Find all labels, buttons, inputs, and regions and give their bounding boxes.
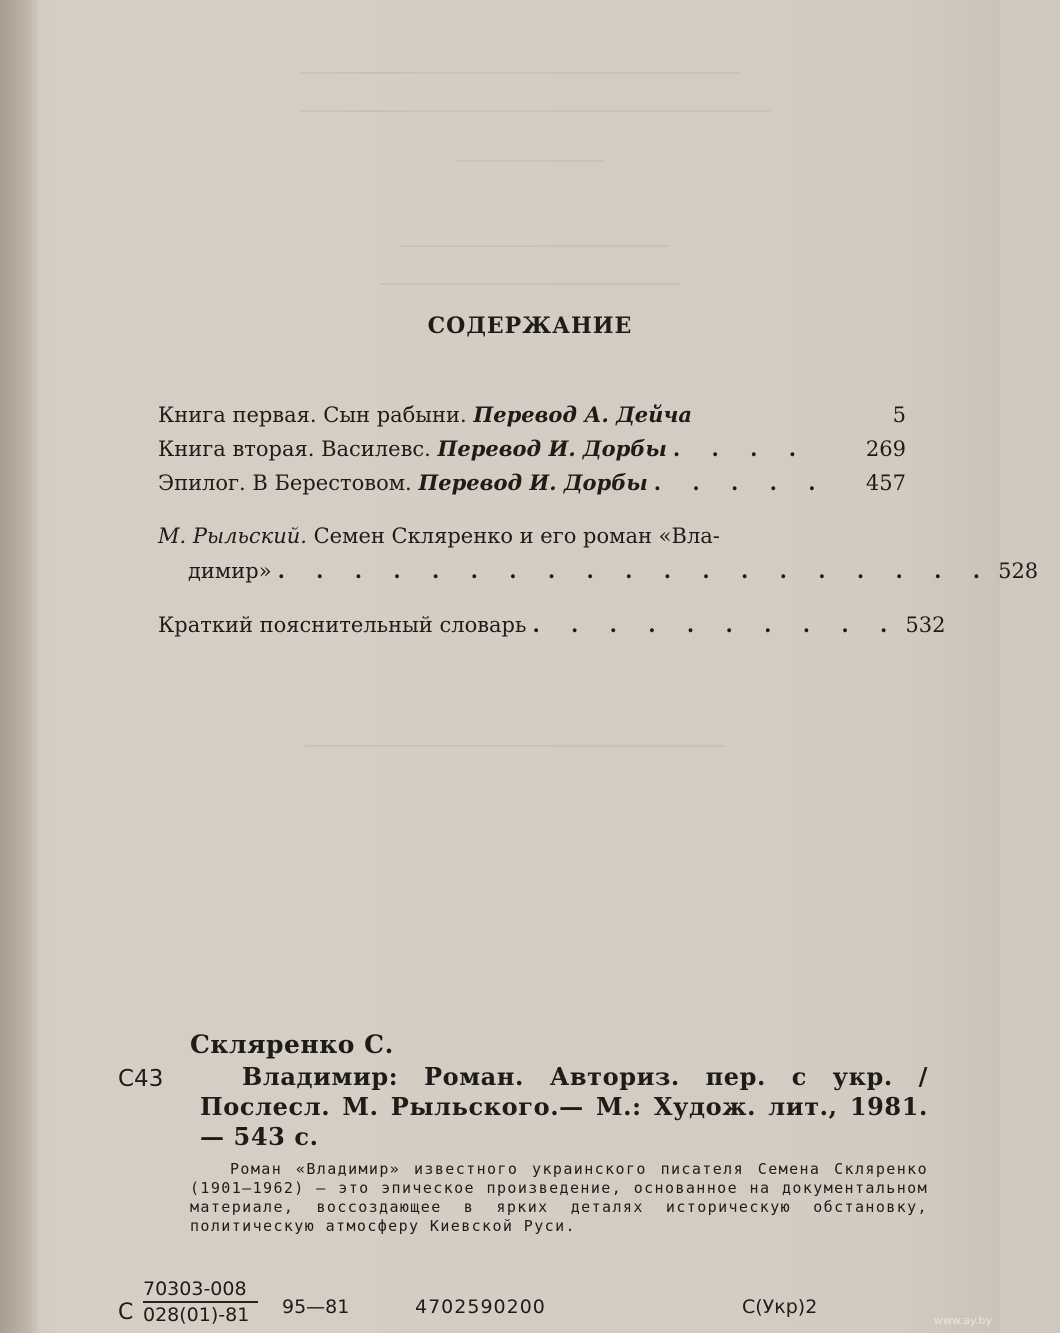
toc-page-number: 5 (892, 403, 906, 427)
toc-title: СОДЕРЖАНИЕ (427, 313, 633, 339)
toc-entry-text: Книга первая. Сын рабыни. (158, 403, 467, 427)
catalog-bbk: С(Укр)2 (742, 1296, 818, 1318)
catalog-year-code: 95—81 (282, 1296, 350, 1318)
toc-page-number: 269 (865, 437, 906, 461)
toc-entry-translator: Перевод И. Дорбы (418, 470, 648, 495)
catalog-description (200, 1062, 928, 1152)
toc-leader-dots: . . . . . (653, 470, 828, 495)
toc-leader-dots: . . . . . . . . . . . . . . . . . . . (277, 558, 993, 583)
toc-page-number: 457 (865, 471, 906, 495)
catalog-bottom-row (0, 1270, 1000, 1330)
catalog-fraction-numerator: 70303-008 (143, 1278, 258, 1303)
toc-page-number: 528 (998, 559, 1039, 583)
toc-afterword-title: Семен Скляренко и его роман «Вла- (313, 524, 720, 548)
toc-entry-text: Книга вторая. Василевс. (158, 437, 431, 461)
site-watermark: www.ay.by (933, 1314, 992, 1327)
toc-entry-translator: Перевод И. Дорбы (437, 436, 667, 461)
catalog-description-text: Владимир: Роман. Авториз. пер. с укр. / Послесл. М. Рыльского.— М.: Худож. лит., 1981.— 543 с. (200, 1062, 928, 1151)
catalog-code: С43 (118, 1066, 164, 1092)
toc-leader-dots: . . . . . . . . . . (532, 612, 900, 637)
catalog-fraction (143, 1278, 258, 1326)
catalog-isbn: 4702590200 (415, 1296, 546, 1318)
toc-glossary-text: Краткий пояснительный словарь (158, 613, 527, 637)
toc-entry-translator: Перевод А. Дейча (473, 402, 692, 427)
toc-afterword-author: М. Рыльский. (158, 524, 307, 548)
toc-afterword-title-cont: димир» (188, 559, 272, 583)
toc-entry-text: Эпилог. В Берестовом. (158, 471, 412, 495)
catalog-fraction-denominator: 028(01)-81 (143, 1304, 250, 1326)
toc-page-number: 532 (905, 613, 946, 637)
catalog-annotation: Роман «Владимир» известного украинского писателя Семена Скляренко (1901—1962) — это эпическое произведение, основанное на документальном материале, воссоздающее в ярких деталях историческую обстановку, политическую атмосферу Киевской Руси. (190, 1160, 928, 1235)
catalog-index-letter: С (118, 1300, 134, 1325)
catalog-author: Скляренко С. (190, 1030, 394, 1059)
toc-leader-dots: . . . . (672, 436, 809, 461)
